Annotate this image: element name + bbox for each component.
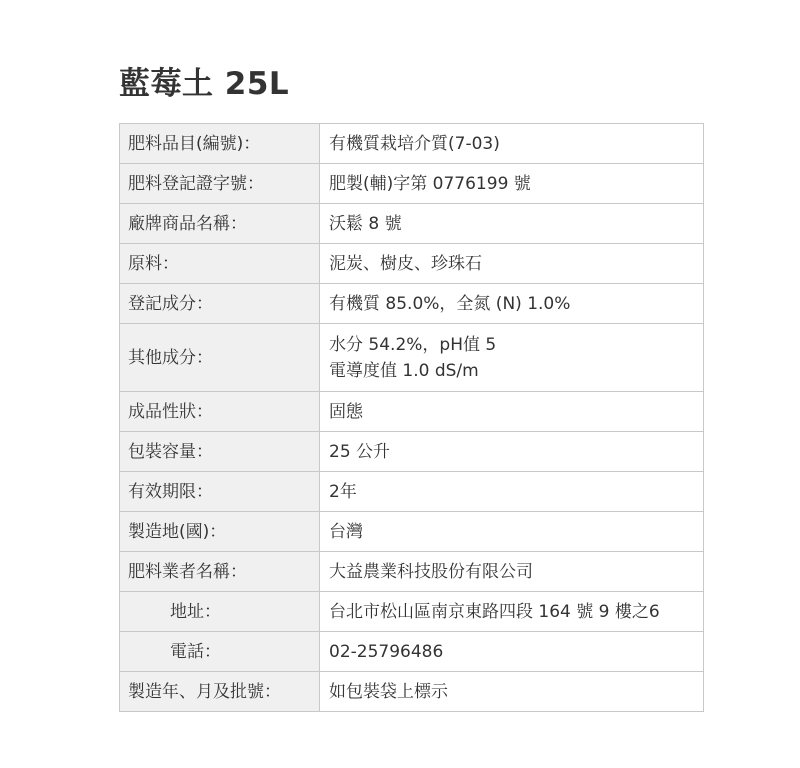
table-row: [120, 432, 704, 472]
row-label: 原料：: [120, 244, 320, 284]
row-value-line: 電導度值 1.0 dS/m: [329, 360, 479, 381]
table-row: [120, 324, 704, 392]
table-row: [120, 204, 704, 244]
row-value: 沃鬆 8 號: [320, 204, 704, 244]
row-value: 2年: [320, 472, 704, 512]
row-value: 大益農業科技股份有限公司: [320, 552, 704, 592]
table-row: [120, 632, 704, 672]
row-label: 肥料品目(編號)：: [120, 124, 320, 164]
table-row: [120, 392, 704, 432]
row-label: 有效期限：: [120, 472, 320, 512]
table-row: [120, 512, 704, 552]
table-row: [120, 472, 704, 512]
row-label: 電話：: [120, 632, 320, 672]
table-row: [120, 124, 704, 164]
table-row: [120, 164, 704, 204]
row-value: 25 公升: [320, 432, 704, 472]
row-label: 肥料業者名稱：: [120, 552, 320, 592]
row-value-multiline: [320, 324, 704, 392]
row-value: 有機質栽培介質(7-03): [320, 124, 704, 164]
row-label: 包裝容量：: [120, 432, 320, 472]
row-label: 其他成分：: [120, 324, 320, 392]
row-label: 地址：: [120, 592, 320, 632]
row-value-line: 水分 54.2%，pH值 5: [329, 334, 497, 355]
row-value: 台灣: [320, 512, 704, 552]
row-label: 廠牌商品名稱：: [120, 204, 320, 244]
row-value: 有機質 85.0%，全氮 (N) 1.0%: [320, 284, 704, 324]
table-row: [120, 552, 704, 592]
table-row: [120, 672, 704, 712]
row-label: 製造地(國)：: [120, 512, 320, 552]
row-value: 泥炭、樹皮、珍珠石: [320, 244, 704, 284]
table-row: [120, 244, 704, 284]
row-value: 固態: [320, 392, 704, 432]
row-label: 登記成分：: [120, 284, 320, 324]
table-row: [120, 284, 704, 324]
page-title: 藍莓土 25L: [119, 66, 290, 102]
row-value: 肥製(輔)字第 0776199 號: [320, 164, 704, 204]
row-label: 製造年、月及批號：: [120, 672, 320, 712]
row-value: 台北市松山區南京東路四段 164 號 9 樓之6: [320, 592, 704, 632]
row-value: 如包裝袋上標示: [320, 672, 704, 712]
product-spec-table: [119, 123, 704, 712]
table-row: [120, 592, 704, 632]
row-label: 成品性狀：: [120, 392, 320, 432]
row-label: 肥料登記證字號：: [120, 164, 320, 204]
row-value: 02-25796486: [320, 632, 704, 672]
